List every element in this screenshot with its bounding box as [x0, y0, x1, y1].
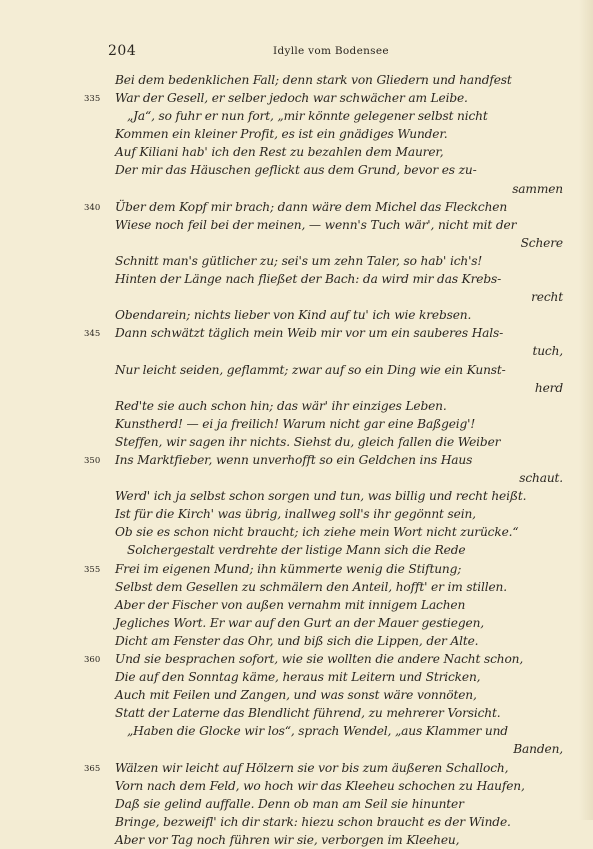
verse-line-text: Frei im eigenen Mund; ihn kümmerte wenig die Stiftung; [115, 561, 462, 576]
verse-line-text: Jegliches Wort. Er war auf den Gurt an der Mauer gestiegen, [115, 615, 485, 630]
verse-line-text: Der mir das Häuschen geflickt aus dem Grund, bevor es zu- [115, 163, 477, 178]
verse-line [0, 342, 593, 360]
verse-line-text: Wälzen wir leicht auf Hölzern sie vor bis zum äußeren Schalloch, [115, 760, 509, 775]
verse-line-text: Dicht am Fenster das Ohr, und biß sich die Lippen, der Alte. [115, 633, 479, 648]
verse-line [0, 686, 593, 704]
verse-line-text: Ist für die Kirch' was übrig, inallweg soll's ihr gegönnt sein, [115, 507, 476, 522]
verse-line [0, 505, 593, 523]
verse-line-text: War der Gesell, er selber jedoch war schwächer am Leibe. [115, 91, 468, 106]
verse-line [0, 71, 593, 89]
verse-line-text: Die auf den Sonntag käme, heraus mit Leitern und Stricken, [115, 670, 481, 685]
verse-line-continuation: tuch, [532, 344, 563, 359]
verse-line-text: Daß sie gelind auffalle. Denn ob man am Seil sie hinunter [115, 796, 464, 811]
verse-line-text: Vorn nach dem Feld, wo hoch wir das Kleeheu schochen zu Haufen, [115, 778, 525, 793]
verse-line-text: Solchergestalt verdrehte der listige Mann sich die Rede [127, 543, 466, 558]
verse-line [0, 813, 593, 831]
verse-line [0, 198, 593, 216]
verse-line [0, 234, 593, 252]
verse-line [0, 704, 593, 722]
verse-line-text: Aber der Fischer von außen vernahm mit innigem Lachen [115, 597, 466, 612]
verse-line [0, 650, 593, 668]
verse-line-text: Hinten der Länge nach fließet der Bach: da wird mir das Krebs- [115, 272, 502, 287]
verse-line [0, 722, 593, 740]
verse-line [0, 252, 593, 270]
verse-line-text: Statt der Laterne das Blendlicht führend, zu mehrerer Vorsicht. [115, 706, 501, 721]
verse-line-text: Bei dem bedenklichen Fall; denn stark von Gliedern und handfest [115, 73, 512, 87]
verse-line [0, 523, 593, 541]
line-number: 335 [84, 94, 101, 105]
verse-line-text: Und sie besprachen sofort, wie sie wollten die andere Nacht schon, [115, 652, 524, 666]
verse-line-text: Selbst dem Gesellen zu schmälern den Anteil, hofft' er im stillen. [115, 579, 507, 594]
verse-line [0, 125, 593, 143]
verse-line [0, 216, 593, 234]
verse-line-continuation: Schere [520, 235, 563, 250]
verse-line [0, 361, 593, 379]
verse-line-text: Dann schwätzt täglich mein Weib mir vor um ein sauberes Hals- [115, 326, 504, 341]
verse-line [0, 668, 593, 686]
verse-line [0, 614, 593, 632]
line-number: 365 [84, 763, 101, 774]
verse-line [0, 596, 593, 614]
verse-line-continuation: herd [534, 380, 563, 395]
verse-line-text: Aber vor Tag noch führen wir sie, verborgen im Kleeheu, [115, 832, 460, 847]
verse-line-text: Steffen, wir sagen ihr nichts. Siehst du, gleich fallen die Weiber [115, 434, 501, 449]
verse-line-text: Auch mit Feilen und Zangen, und was sonst wäre vonnöten, [115, 688, 477, 703]
verse-line [0, 560, 593, 578]
verse-line-text: Auf Kiliani hab' ich den Rest zu bezahlen dem Maurer, [115, 145, 444, 160]
verse-line-text: Wiese noch feil bei der meinen, — wenn's Tuch wär', nicht mit der [115, 217, 517, 232]
verse-line [0, 180, 593, 198]
verse-line-text: Bringe, bezweifl' ich dir stark: hiezu schon braucht es der Winde. [115, 814, 511, 829]
verse-line [0, 161, 593, 179]
verse-line-text: Über dem Kopf mir brach; dann wäre dem Michel das Fleckchen [115, 199, 508, 214]
verse-line [0, 759, 593, 777]
verse-line [0, 433, 593, 451]
verse-line [0, 379, 593, 397]
verse-line [0, 397, 593, 415]
verse-line-text: Schnitt man's gütlicher zu; sei's um zehn Taler, so hab' ich's! [115, 253, 483, 268]
verse-line [0, 469, 593, 487]
verse-line [0, 270, 593, 288]
verse-line [0, 777, 593, 795]
verse-line-text: „Ja“, so fuhr er nun fort, „mir könnte gelegener selbst nicht [127, 109, 488, 124]
verse-line [0, 415, 593, 433]
page-number: 204 [108, 43, 137, 59]
verse-line [0, 306, 593, 324]
verse-line [0, 831, 593, 849]
verse-text [0, 71, 593, 849]
verse-line [0, 740, 593, 758]
verse-line-text: Kommen ein kleiner Profit, es ist ein gnädiges Wunder. [115, 127, 448, 142]
verse-line [0, 89, 593, 107]
verse-line-continuation: recht [531, 290, 563, 305]
verse-line-text: Nur leicht seiden, geflammt; zwar auf so ein Ding wie ein Kunst- [115, 362, 506, 377]
verse-line [0, 795, 593, 813]
verse-line-text: Obendarein; nichts lieber von Kind auf tu' ich wie krebsen. [115, 308, 472, 323]
line-number: 345 [84, 329, 101, 340]
verse-line [0, 288, 593, 306]
verse-line-continuation: schaut. [519, 471, 563, 486]
verse-line [0, 143, 593, 161]
verse-line-text: Ob sie es schon nicht braucht; ich ziehe mein Wort nicht zurücke.“ [115, 525, 519, 540]
page-header [108, 43, 563, 61]
running-head: Idylle vom Bodensee [273, 45, 389, 57]
verse-line-text: Kunstherd! — ei ja freilich! Warum nicht gar eine Baßgeig'! [115, 416, 476, 431]
line-number: 350 [84, 455, 101, 466]
verse-line [0, 632, 593, 650]
verse-line [0, 324, 593, 342]
line-number: 360 [84, 655, 101, 665]
line-number: 340 [84, 202, 101, 213]
verse-line-text: „Haben die Glocke wir los“, sprach Wendel, „aus Klammer und [127, 724, 508, 739]
verse-line [0, 487, 593, 505]
verse-line-continuation: sammen [512, 181, 563, 196]
verse-line-text: Ins Marktfieber, wenn unverhofft so ein Geldchen ins Haus [115, 452, 473, 467]
verse-line-continuation: Banden, [513, 742, 563, 757]
verse-line [0, 541, 593, 559]
verse-line [0, 451, 593, 469]
verse-line [0, 578, 593, 596]
verse-line [0, 107, 593, 125]
line-number: 355 [84, 564, 101, 575]
verse-line-text: Werd' ich ja selbst schon sorgen und tun, was billig und recht heißt. [115, 489, 527, 504]
verse-line-text: Red'te sie auch schon hin; das wär' ihr einziges Leben. [115, 398, 447, 413]
